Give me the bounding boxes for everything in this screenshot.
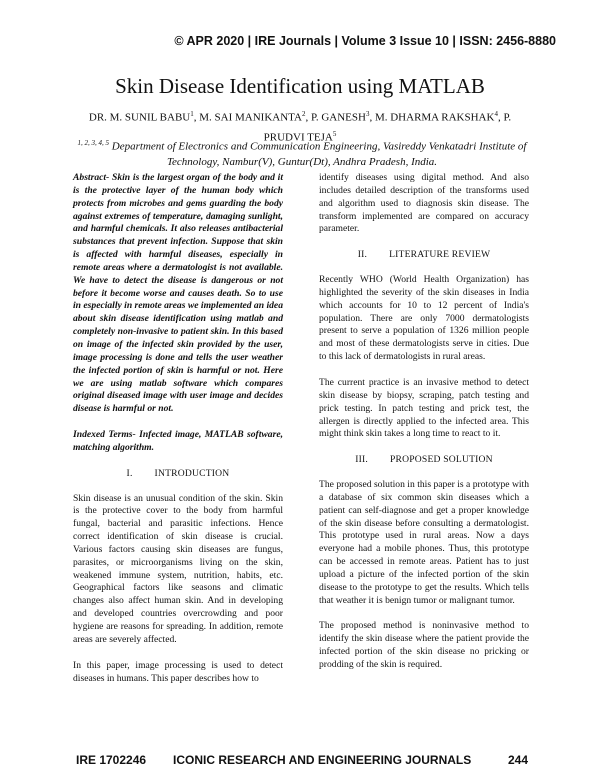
author-name: M. DHARMA RAKSHAK — [374, 111, 495, 124]
index-terms: Indexed Terms- Infected image, MATLAB software, matching algorithm. — [73, 429, 283, 453]
section-number: I. — [126, 467, 133, 479]
author-name: M. SAI MANIKANTA — [199, 111, 302, 124]
page-number: 244 — [508, 753, 529, 767]
section-number: III. — [355, 454, 368, 466]
paper-title: Skin Disease Identification using MATLAB — [115, 74, 485, 98]
section-title: PROPOSED SOLUTION — [389, 454, 493, 466]
right-column — [319, 172, 529, 685]
section-heading-proposed-solution — [319, 454, 529, 467]
section-title: INTRODUCTION — [154, 467, 230, 479]
paper-id: IRE 1702246 — [76, 753, 147, 767]
author-name: P. PRUDVI TEJA — [263, 111, 512, 144]
paragraph: Recently WHO (World Health Organization) has highlighted the severity of the skin diseases in India which accounts for 10 to 12 percent of India's population. There are only 7000 dermatologists present to serve a population of 1326 million people and most of these dermatologists serve in cities. Due to this lack of dermatologists in rural areas. — [319, 274, 529, 363]
paragraph: In this paper, image processing is used to detect diseases in humans. This paper describes how to — [73, 659, 283, 684]
paragraph: The proposed method is noninvasive method to identify the skin disease where the patient provide the infected portion of the skin disease no pricking or prodding of the skin is required. — [319, 620, 529, 670]
paragraph: The proposed solution in this paper is a prototype with a database of six common skin diseases which a patient can self-diagnose and get a proper knowledge of the skin disease before consulting a dermatologist. This prototype used in rural areas. Now a days everyone had a mobile phones. Thus, this prototype can be accessed in remote areas. Patient has to just upload a picture of the infected portion of the skin disease to the prototype to get the results. Which tells that weather it is benign tumor or malignant tumor. — [319, 479, 529, 606]
paragraph: The current practice is an invasive method to detect skin disease by biopsy, scraping, patch testing and prick testing. In patch testing and prick test, the allergen is directly applied to the infected area. This might think skin takes a long time to react to it. — [319, 376, 529, 440]
author-index: 2 — [301, 110, 306, 118]
affiliation — [76, 136, 528, 170]
section-title: LITERATURE REVIEW — [389, 249, 491, 261]
author-index: 4 — [494, 110, 498, 118]
author-index: 3 — [365, 110, 370, 118]
paragraph: Skin disease is an unusual condition of the skin. Skin is the protective cover to the body from harmful fungal, bacterial and parasitic infections. Hence correct identification of skin disease is crucial. Various factors causing skin diseases are fungus, parasites, or microorganisms living on the skin, weakened immune system, nutrition, habits, etc. Geographical factors like seasons and climatic changes also affect human skin. And in developing and developed countries overcrowding and poor hygiene are reasons for spreading. In addition, remote areas are severely affected. — [73, 492, 283, 645]
author-name: P. GANESH — [310, 111, 366, 124]
journal-header: © APR 2020 | IRE Journals | Volume 3 Issue 10 | ISSN: 2456-8880 — [174, 34, 556, 48]
section-heading-introduction — [73, 468, 283, 481]
author-list: DR. M. SUNIL BABU$^1$, M. SAI MANIKANTA$^2$, P. GANESH$^3$, M. DHARMA RAKSHAK$^4$, P. PRUDVI TEJA$^5$ — [88, 110, 512, 144]
author-index: 5 — [332, 129, 337, 138]
author-name: DR. M. SUNIL BABU — [88, 111, 191, 124]
left-column — [73, 172, 283, 698]
journal-name: ICONIC RESEARCH AND ENGINEERING JOURNALS — [173, 753, 472, 767]
author-index: 1 — [190, 110, 194, 118]
affiliation-text: Department of Electronics and Communication Engineering, Vasireddy Venkatadri Institute of Technology, Nambur(V), Guntur(Dt), Andhra Pradesh, India. — [111, 140, 527, 168]
affiliation-index: 1, 2, 3, 4, 5 — [77, 139, 110, 147]
paragraph: identify diseases using digital method. And also includes detailed description of the transforms used and algorithm used to diagnosis skin disease. The transform implemented are compared on accuracy parameter. — [319, 172, 529, 235]
abstract: Abstract- Skin is the largest organ of the body and it is the protective layer of the human body which protects from microbes and gems guarding the body against extremes of temperature, damaging sunlight, and harmful chemicals. It also releases antibacterial substances that prevent infection. Suppose that skin is affected with harmful diseases, especially in remote areas where a dermatologist is not available. We have to detect the disease is dangerous or not before it become worse and causes death. So to use in especially in remote areas we implemented an idea about skin disease identification using matlab and completely non-invasive to patient skin. In this based on image of the infected skin provided by the user, image processing is done and tells the user weather the infected portion of skin is harmful or not. Here we are using matlab software which compares original diseased image with user image and decides disease is harmful or not. — [73, 172, 283, 415]
section-number: II. — [357, 249, 368, 261]
section-heading-literature-review — [319, 249, 529, 262]
